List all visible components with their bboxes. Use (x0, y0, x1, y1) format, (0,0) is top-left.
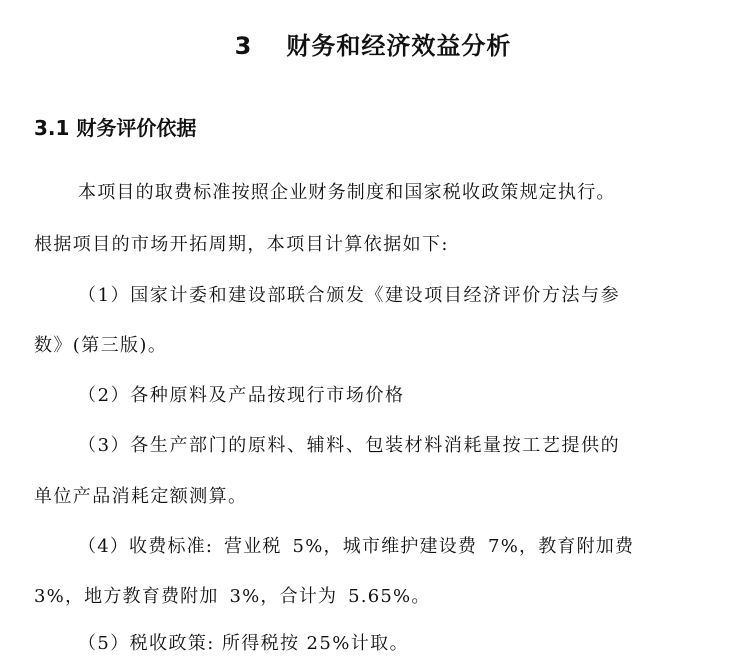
chapter-number: 3 (234, 32, 253, 60)
basis-item-3-line-1: （3）各生产部门的原料、辅料、包装材料消耗量按工艺提供的 (78, 435, 621, 456)
basis-item-3-line-2: 单位产品消耗定额测算。 (34, 486, 248, 507)
chapter-title: 财务和经济效益分析 (286, 32, 512, 60)
section-heading: 3.1 财务评价依据 (34, 116, 197, 140)
chapter-heading (0, 26, 746, 61)
paragraph-intro-line-2: 根据项目的市场开拓周期，本项目计算依据如下: (34, 234, 449, 255)
basis-item-1-line-2: 数》(第三版)。 (34, 335, 168, 356)
basis-item-1-line-1: （1）国家计委和建设部联合颁发《建设项目经济评价方法与参 (78, 285, 621, 306)
paragraph-intro-line-1: 本项目的取费标准按照企业财务制度和国家税收政策规定执行。 (78, 182, 616, 203)
basis-item-2: （2）各种原料及产品按现行市场价格 (78, 385, 405, 406)
basis-item-4-line-1: （4）收费标准: 营业税 5%，城市维护建设费 7%，教育附加费 (78, 536, 635, 557)
basis-item-4-line-2: 3%，地方教育费附加 3%，合计为 5.65%。 (34, 586, 431, 607)
basis-item-5: （5）税收政策: 所得税按 25%计取。 (78, 633, 409, 654)
